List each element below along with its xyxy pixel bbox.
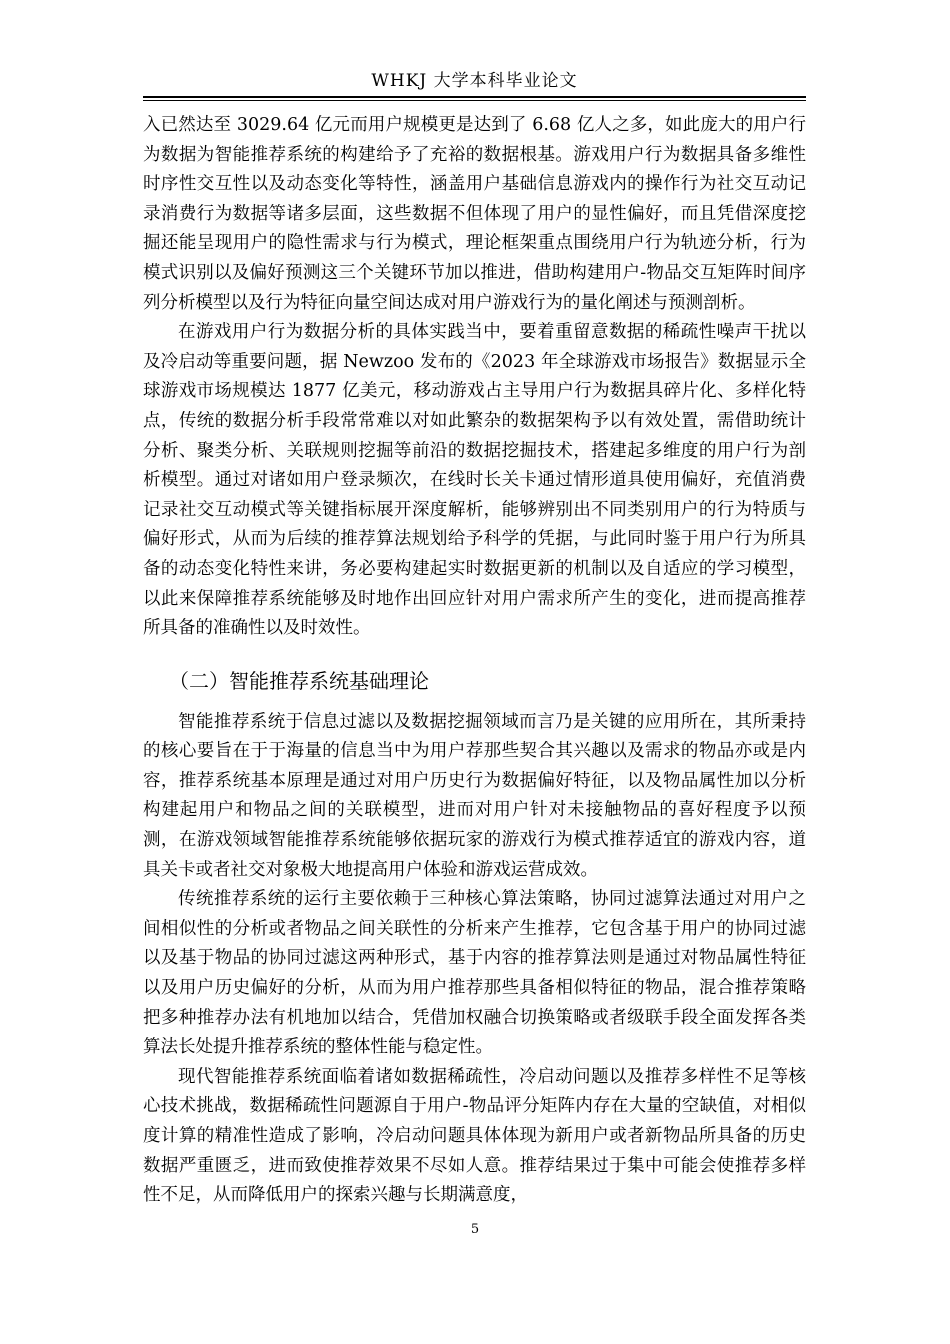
section-heading: （二）智能推荐系统基础理论	[169, 668, 429, 693]
body-paragraph: 现代智能推荐系统面临着诸如数据稀疏性，冷启动问题以及推荐多样性不足等核心技术挑战，数据稀疏性问题源自于用户-物品评分矩阵内存在大量的空缺值，对相似度计算的精准性造成了影响，冷启动问题具体体现为新用户或者新物品所具备的历史数据严重匮乏，进而致使推荐效果不尽如人意。推荐结果过于集中可能会使推荐多样性不足，从而降低用户的探索兴趣与长期满意度，	[143, 1066, 806, 1206]
body-paragraph: 智能推荐系统于信息过滤以及数据挖掘领域而言乃是关键的应用所在，其所秉持的核心要旨在于于海量的信息当中为用户荐那些契合其兴趣以及需求的物品亦或是内容，推荐系统基本原理是通过对用户历史行为数据偏好特征，以及物品属性加以分析构建起用户和物品之间的关联模型，进而对用户针对未接触物品的喜好程度予以预测，在游戏领域智能推荐系统能够依据玩家的游戏行为模式推荐适宜的游戏内容，道具关卡或者社交对象极大地提高用户体验和游戏运营成效。	[143, 711, 806, 880]
header-rule-thin	[143, 100, 806, 101]
body-paragraph: 入已然达至 3029.64 亿元而用户规模更是达到了 6.68 亿人之多，如此庞大的用户行为数据为智能推荐系统的构建给予了充裕的数据根基。游戏用户行为数据具备多维性时序性交互性以及动态变化等特性，涵盖用户基础信息游戏内的操作行为社交互动记录消费行为数据等诸多层面，这些数据不但体现了用户的显性偏好，而且凭借深度挖掘还能呈现用户的隐性需求与行为模式，理论框架重点围绕用户行为轨迹分析，行为模式识别以及偏好预测这三个关键环节加以推进，借助构建用户-物品交互矩阵时间序列分析模型以及行为特征向量空间达成对用户游戏行为的量化阐述与预测剖析。	[143, 115, 806, 313]
body-content	[143, 111, 806, 1211]
header-rule-thick	[143, 96, 806, 98]
page-header: WHKJ 大学本科毕业论文	[371, 71, 578, 91]
page-number: 5	[470, 1222, 480, 1237]
body-paragraph: 在游戏用户行为数据分析的具体实践当中，要着重留意数据的稀疏性噪声干扰以及冷启动等重要问题，据 Newzoo 发布的《2023 年全球游戏市场报告》数据显示全球游戏市场规模达 1877 亿美元，移动游戏占主导用户行为数据具碎片化、多样化特点，传统的数据分析手段常常难以对如此繁杂的数据架构予以有效处置，需借助统计分析、聚类分析、关联规则挖掘等前沿的数据挖掘技术，搭建起多维度的用户行为剖析模型。通过对诸如用户登录频次，在线时长关卡通过情形道具使用偏好，充值消费记录社交互动模式等关键指标展开深度解析，能够辨别出不同类别用户的行为特质与偏好形式，从而为后续的推荐算法规划给予科学的凭据，与此同时鉴于用户行为所具备的动态变化特性来讲，务必要构建起实时数据更新的机制以及自适应的学习模型，以此来保障推荐系统能够及时地作出回应针对用户需求所产生的变化，进而提高推荐所具备的准确性以及时效性。	[143, 322, 806, 639]
body-paragraph: 传统推荐系统的运行主要依赖于三种核心算法策略，协同过滤算法通过对用户之间相似性的分析或者物品之间关联性的分析来产生推荐，它包含基于用户的协同过滤以及基于物品的协同过滤这两种形式，基于内容的推荐算法则是通过对物品属性特征以及用户历史偏好的分析，从而为用户推荐那些具备相似特征的物品，混合推荐策略把多种推荐办法有机地加以结合，凭借加权融合切换策略或者级联手段全面发挥各类算法长处提升推荐系统的整体性能与稳定性。	[143, 889, 806, 1058]
